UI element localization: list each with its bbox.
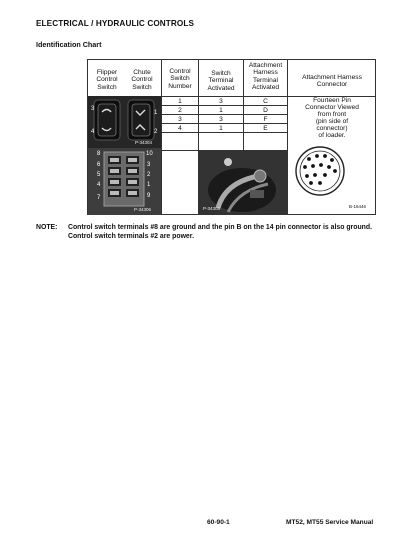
chart-title: Identification Chart bbox=[36, 40, 102, 49]
manual-title: MT52, MT55 Service Manual bbox=[286, 519, 374, 526]
header-flipper-control-switch: Flipper Control Switch bbox=[96, 69, 118, 91]
note-label: NOTE: bbox=[36, 224, 58, 231]
section-title: ELECTRICAL / HYDRAULIC CONTROLS bbox=[36, 19, 195, 28]
page-number: 60-90-1 bbox=[207, 519, 230, 526]
header-chute-control-switch: Chute Control Switch bbox=[131, 69, 153, 91]
harness-illustration bbox=[198, 150, 287, 214]
header-attachment-harness-terminal: Attachment Harness Terminal Activated bbox=[248, 62, 283, 92]
connector-description: Fourteen Pin Connector Viewed from front (pin side of connector) of loader. bbox=[305, 97, 359, 139]
attachment-harness-photo: P-34305 bbox=[198, 150, 287, 214]
fourteen-pin-connector-diagram bbox=[293, 145, 347, 197]
header-switch-terminal-activated: Switch Terminal Activated bbox=[207, 70, 235, 92]
switch-terminal-photo: 8 6 5 4 7 10 3 2 1 9 P-34306 bbox=[88, 148, 161, 215]
header-control-switch-number: Control Switch Number bbox=[168, 68, 192, 90]
header-attachment-harness-connector: Attachment Harness Connector bbox=[302, 74, 362, 89]
note-text: Control switch terminals #8 are ground and the pin B on the 14 pin connector is also ground. Control switch terminals #2 are power. bbox=[68, 224, 372, 240]
control-switch-photo: 3 4 1 2 P-34304 bbox=[88, 96, 161, 148]
identification-chart: Flipper Control Switch Chute Control Switch Control Switch Number Switch Terminal Activated Attachment Harness Terminal Activated Attachment Harness Connector 1 3 C 2 1 D 3 3 F 4 1 E Fourteen Pin Connector Viewed from front (pin side of connector) of loader. 3 4 1 2 P-34304 8 6 5 4 7 10 3 2 1 9 P-34306 P-34305 B-16446 bbox=[87, 59, 376, 215]
